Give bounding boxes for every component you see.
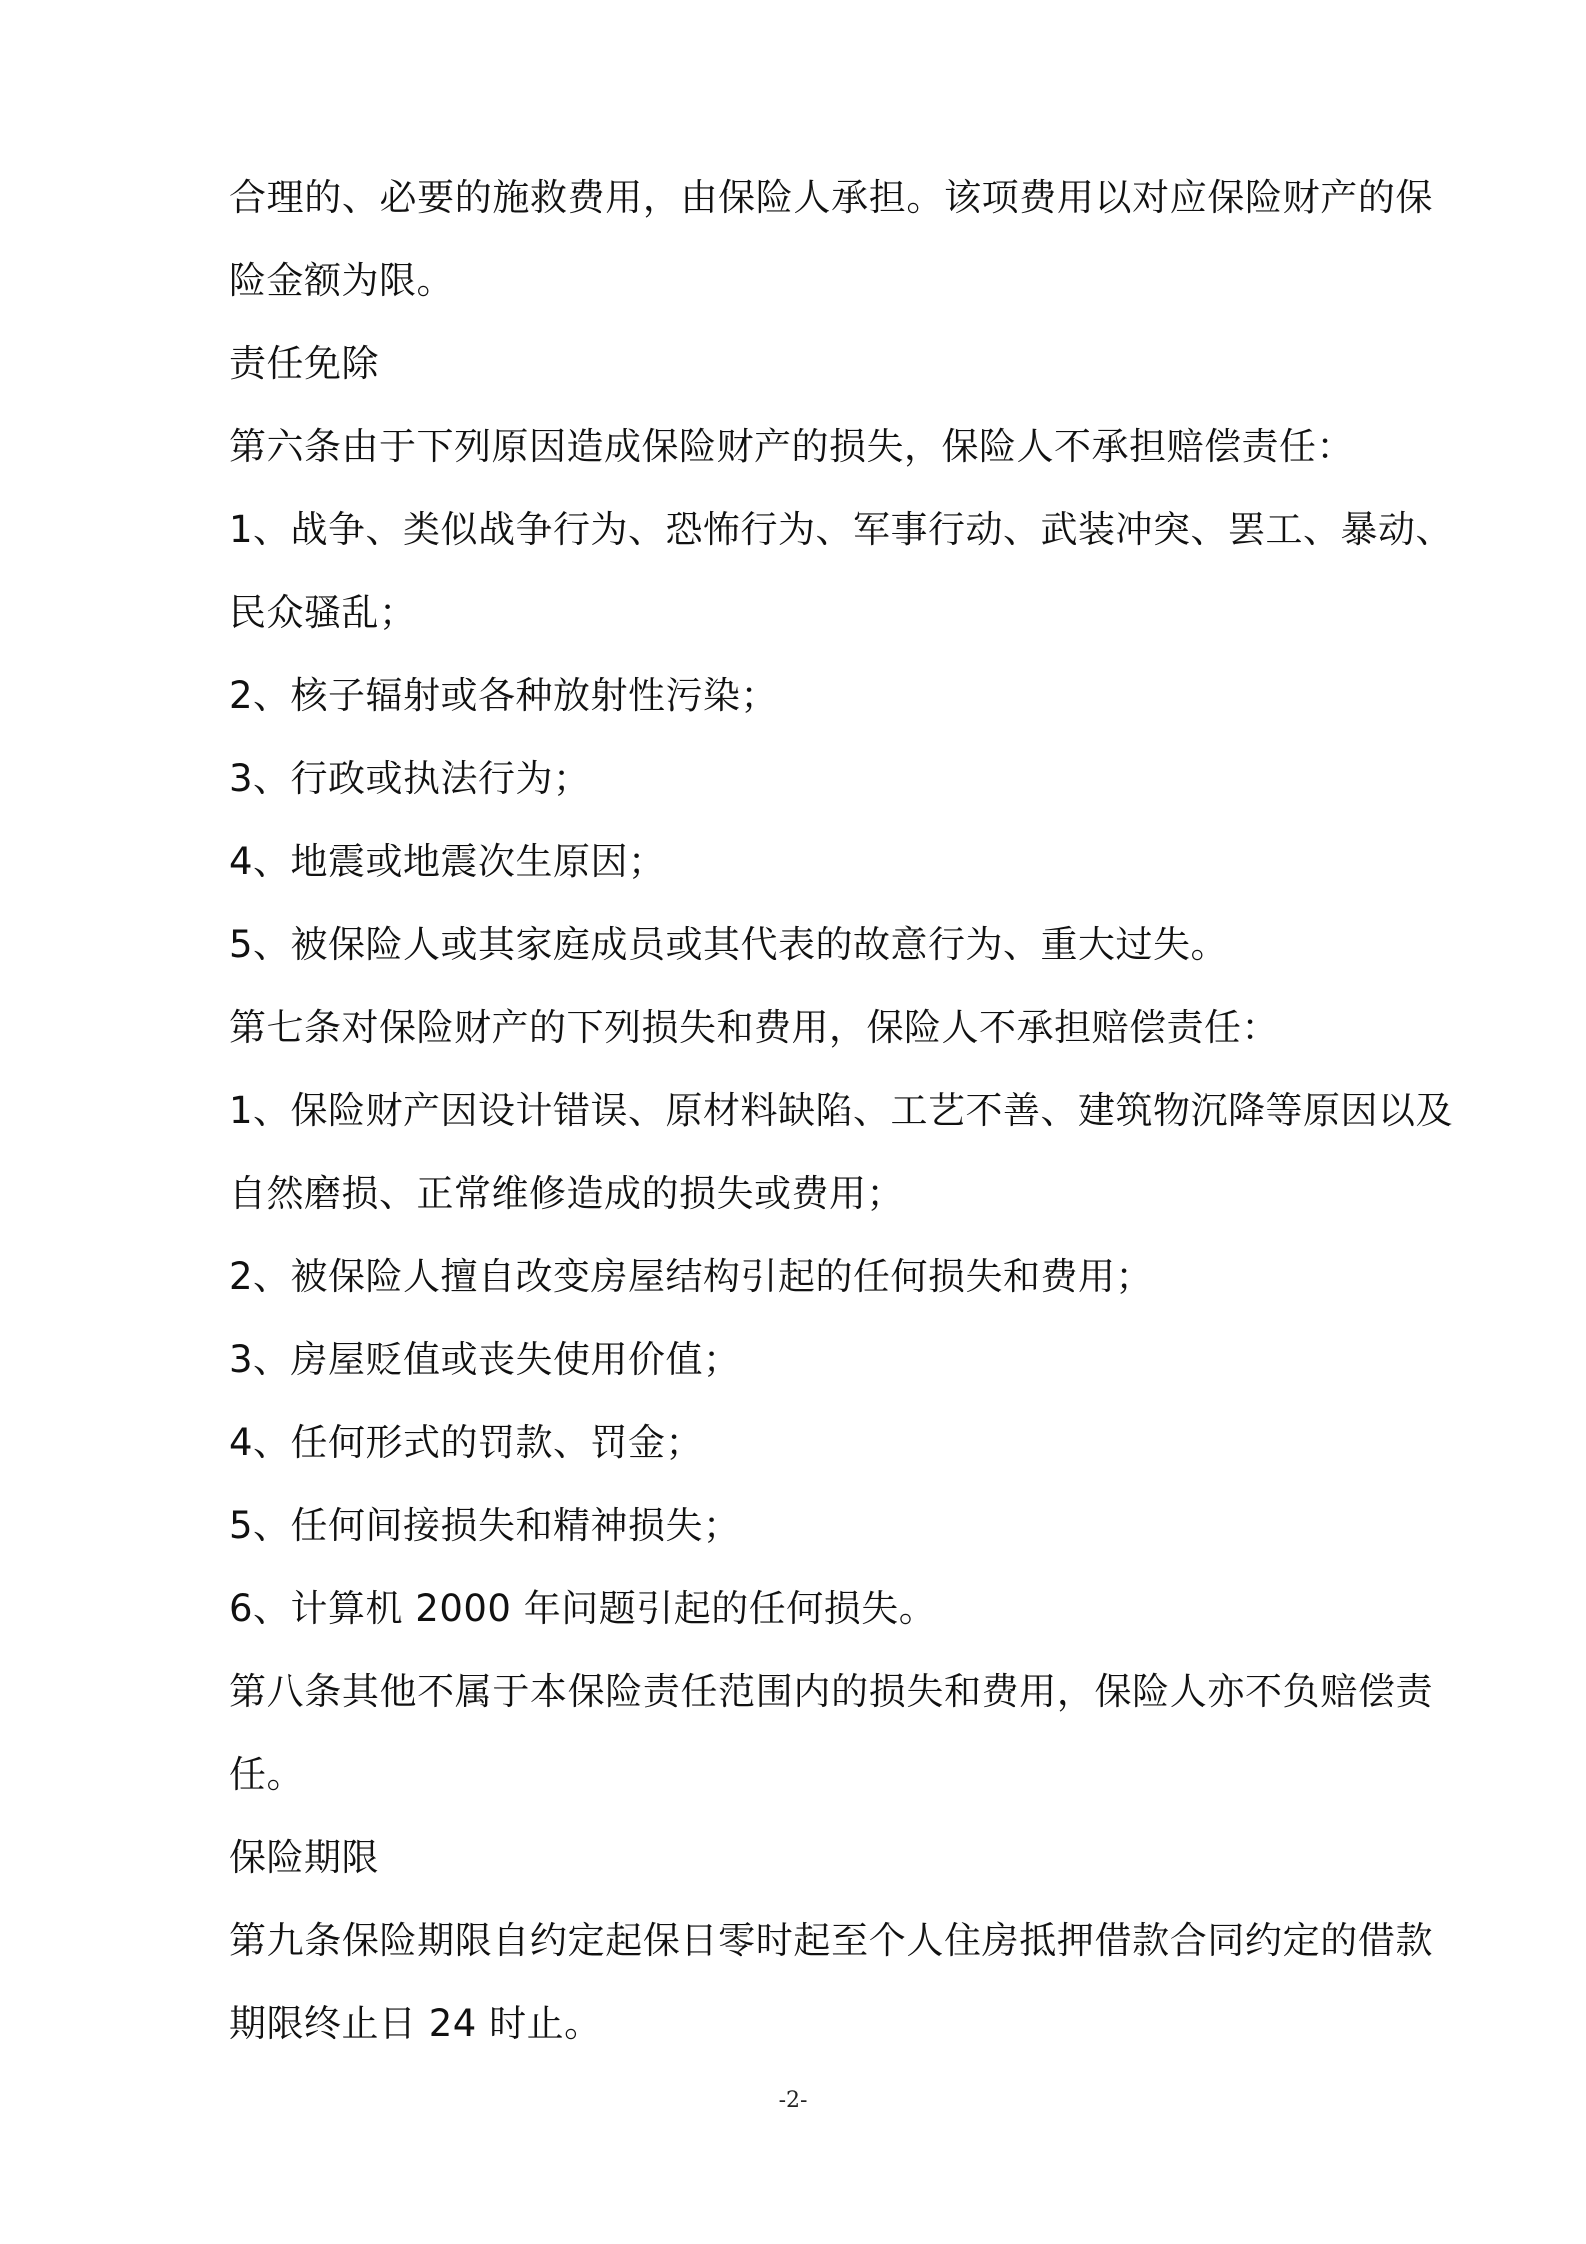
text-line: 险金额为限。 bbox=[229, 259, 454, 302]
article-line: 第七条对保险财产的下列损失和费用，保险人不承担赔偿责任： bbox=[229, 1006, 1279, 1049]
article-line: 第六条由于下列原因造成保险财产的损失，保险人不承担赔偿责任： bbox=[229, 425, 1354, 468]
text-line: 民众骚乱； bbox=[229, 591, 417, 634]
text-line: 合理的、必要的施救费用，由保险人承担。该项费用以对应保险财产的保 bbox=[229, 176, 1433, 219]
text-line: 任。 bbox=[229, 1753, 304, 1796]
page-number: -2- bbox=[778, 2088, 808, 2113]
list-item: 1、战争、类似战争行为、恐怖行为、军事行动、武装冲突、罢工、暴动、 bbox=[229, 508, 1454, 551]
section-heading: 保险期限 bbox=[229, 1836, 379, 1879]
article-line: 第九条保险期限自约定起保日零时起至个人住房抵押借款合同约定的借款 bbox=[229, 1919, 1433, 1962]
text-line: 自然磨损、正常维修造成的损失或费用； bbox=[229, 1172, 904, 1215]
list-item: 5、任何间接损失和精神损失； bbox=[229, 1504, 741, 1547]
list-item: 1、保险财产因设计错误、原材料缺陷、工艺不善、建筑物沉降等原因以及 bbox=[229, 1089, 1454, 1132]
list-item: 6、计算机 2000 年问题引起的任何损失。 bbox=[229, 1587, 937, 1630]
article-line: 第八条其他不属于本保险责任范围内的损失和费用，保险人亦不负赔偿责 bbox=[229, 1670, 1433, 1713]
text-line: 期限终止日 24 时止。 bbox=[229, 2002, 602, 2045]
list-item: 2、被保险人擅自改变房屋结构引起的任何损失和费用； bbox=[229, 1255, 1154, 1298]
list-item: 4、任何形式的罚款、罚金； bbox=[229, 1421, 704, 1464]
section-heading: 责任免除 bbox=[229, 342, 379, 385]
list-item: 3、行政或执法行为； bbox=[229, 757, 591, 800]
list-item: 4、地震或地震次生原因； bbox=[229, 840, 666, 883]
list-item: 5、被保险人或其家庭成员或其代表的故意行为、重大过失。 bbox=[229, 923, 1229, 966]
list-item: 2、核子辐射或各种放射性污染； bbox=[229, 674, 779, 717]
document-body bbox=[229, 156, 1469, 2065]
list-item: 3、房屋贬值或丧失使用价值； bbox=[229, 1338, 741, 1381]
